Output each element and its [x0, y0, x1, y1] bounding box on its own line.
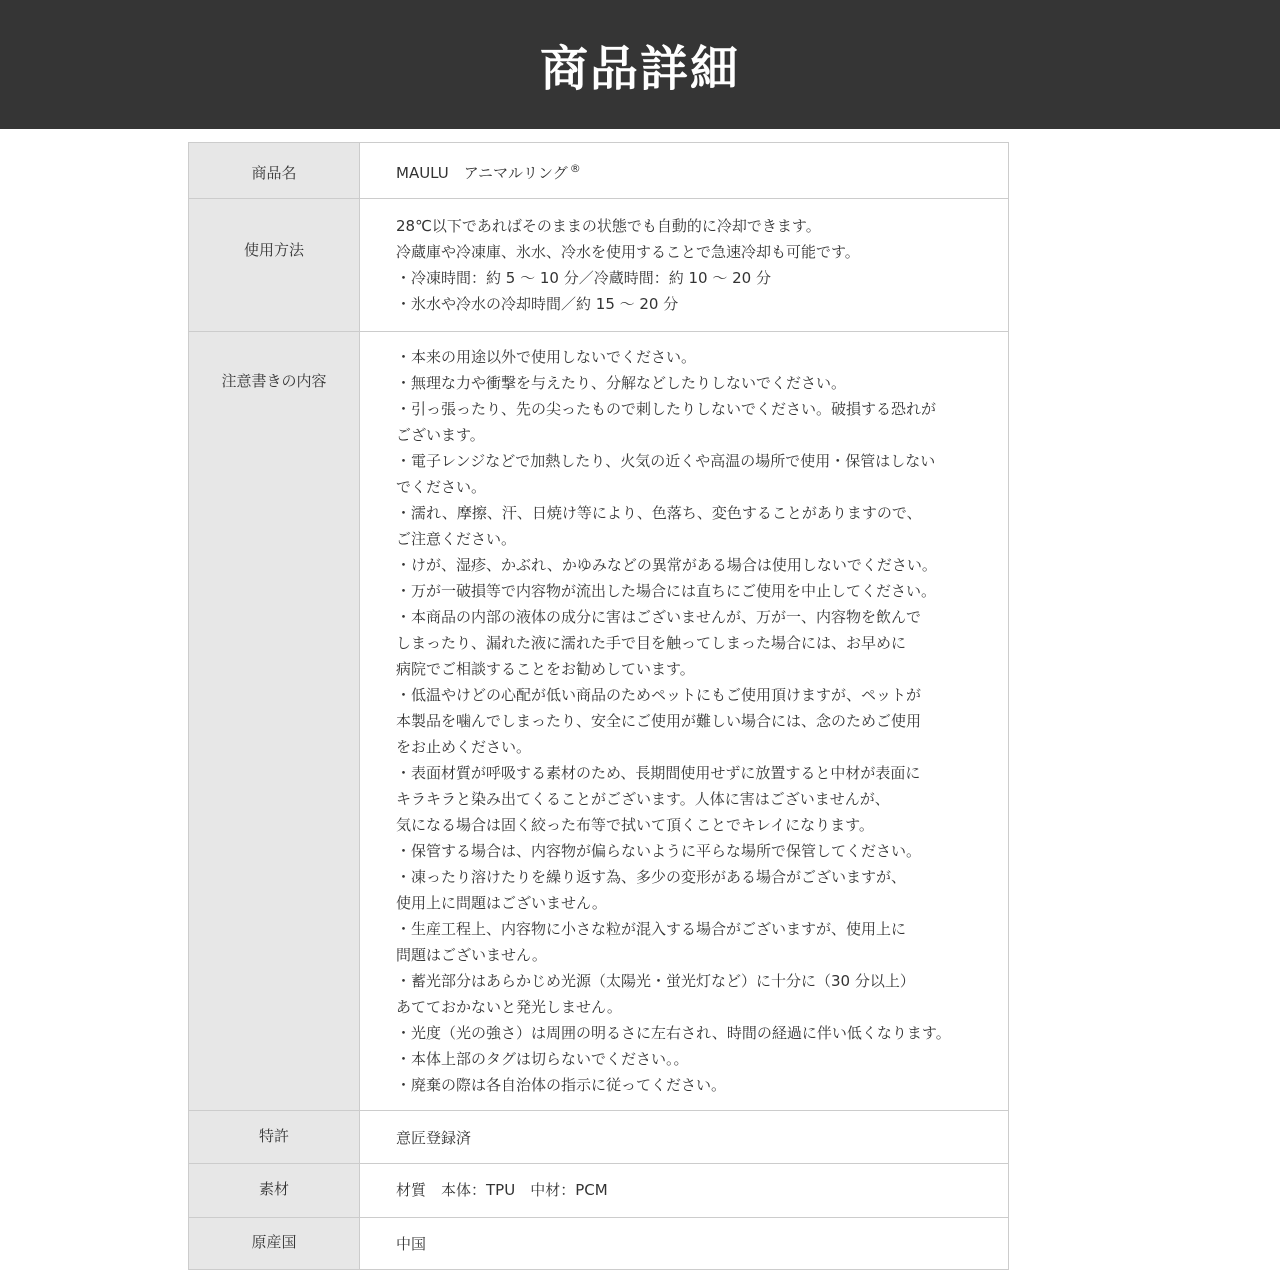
spec-value-caution	[360, 332, 1009, 1111]
caution-line: ・濡れ、摩擦、汗、日焼け等により、色落ち、変色することがありますので、	[396, 504, 922, 522]
caution-line: ・けが、湿疹、かぶれ、かゆみなどの異常がある場合は使用しないでください。	[396, 556, 937, 574]
caution-line: ・無理な力や衝撃を与えたり、分解などしたりしないでください。	[396, 374, 847, 392]
spec-label-usage: 使用方法	[189, 199, 360, 332]
page-title: 商品詳細	[539, 41, 740, 97]
spec-label-caution: 注意書きの内容	[189, 332, 360, 1111]
caution-line: キラキラと染み出てくることがございます。人体に害はございませんが、	[396, 790, 890, 808]
caution-line: ・廃棄の際は各自治体の指示に従ってください。	[396, 1076, 727, 1094]
caution-line: あてておかないと発光しません。	[396, 998, 622, 1016]
usage-line: ・冷凍時間：約 5 ～ 10 分／冷蔵時間：約 10 ～ 20 分	[396, 269, 771, 287]
caution-line: ・電子レンジなどで加熱したり、火気の近くや高温の場所で使用・保管はしない	[396, 452, 936, 470]
spec-value-origin: 中国	[360, 1218, 1009, 1270]
page-header	[0, 0, 1280, 129]
caution-line: ・蓄光部分はあらかじめ光源（太陽光・蛍光灯など）に十分に（30 分以上）	[396, 972, 915, 990]
caution-line: 本製品を噛んでしまったり、安全にご使用が難しい場合には、念のためご使用	[396, 712, 922, 730]
caution-line: ・本商品の内部の液体の成分に害はございませんが、万が一、内容物を飲んで	[396, 608, 922, 626]
caution-line: しまったり、漏れた液に濡れた手で目を触ってしまった場合には、お早めに	[396, 634, 907, 652]
caution-line: ・凍ったり溶けたりを繰り返す為、多少の変形がある場合がございますが、	[396, 868, 907, 886]
caution-line: でください。	[396, 478, 487, 496]
caution-line: 病院でご相談することをお勧めしています。	[396, 660, 695, 678]
caution-line: ・万が一破損等で内容物が流出した場合には直ちにご使用を中止してください。	[396, 582, 937, 600]
product-name: MAULU アニマルリング	[396, 164, 568, 182]
caution-line: をお止めください。	[396, 738, 532, 756]
spec-label-patent: 特許	[189, 1111, 360, 1164]
spec-value-material: 材質 本体：TPU 中材：PCM	[360, 1164, 1009, 1218]
caution-line: ございます。	[396, 426, 485, 444]
usage-line: 冷蔵庫や冷凍庫、氷水、冷水を使用することで急速冷却も可能です。	[396, 243, 860, 261]
product-spec-table	[188, 142, 1009, 1270]
spec-label-origin: 原産国	[189, 1218, 360, 1270]
caution-line: ・引っ張ったり、先の尖ったもので刺したりしないでください。破損する恐れが	[396, 400, 937, 418]
caution-line: ・本来の用途以外で使用しないでください。	[396, 348, 697, 366]
caution-line: ご注意ください。	[396, 530, 517, 548]
caution-line: 問題はございません。	[396, 946, 547, 964]
spec-row-usage	[189, 199, 1009, 332]
spec-label-material: 素材	[189, 1164, 360, 1218]
usage-line: 28℃以下であればそのままの状態でも自動的に冷却できます。	[396, 217, 821, 235]
spec-row-origin	[189, 1218, 1009, 1270]
spec-value-usage	[360, 199, 1009, 332]
caution-line: ・低温やけどの心配が低い商品のためペットにもご使用頂けますが、ペットが	[396, 686, 922, 704]
spec-row-patent	[189, 1111, 1009, 1164]
spec-row-caution	[189, 332, 1009, 1111]
registered-mark: ®	[569, 162, 581, 175]
spec-row-material	[189, 1164, 1009, 1218]
caution-line: ・光度（光の強さ）は周囲の明るさに左右され、時間の経過に伴い低くなります。	[396, 1024, 951, 1042]
caution-line: 気になる場合は固く絞った布等で拭いて頂くことでキレイになります。	[396, 816, 874, 834]
caution-line: ・保管する場合は、内容物が偏らないように平らな場所で保管してください。	[396, 842, 922, 860]
usage-line: ・氷水や冷水の冷却時間／約 15 ～ 20 分	[396, 295, 679, 313]
caution-line: 使用上に問題はございません。	[396, 894, 607, 912]
spec-row-name	[189, 143, 1009, 199]
spec-label-name: 商品名	[189, 143, 360, 199]
caution-line: ・表面材質が呼吸する素材のため、長期間使用せずに放置すると中材が表面に	[396, 764, 921, 782]
caution-line: ・生産工程上、内容物に小さな粒が混入する場合がございますが、使用上に	[396, 920, 907, 938]
spec-value-name	[360, 143, 1009, 199]
spec-value-patent: 意匠登録済	[360, 1111, 1009, 1164]
caution-line: ・本体上部のタグは切らないでください。。	[396, 1050, 689, 1068]
